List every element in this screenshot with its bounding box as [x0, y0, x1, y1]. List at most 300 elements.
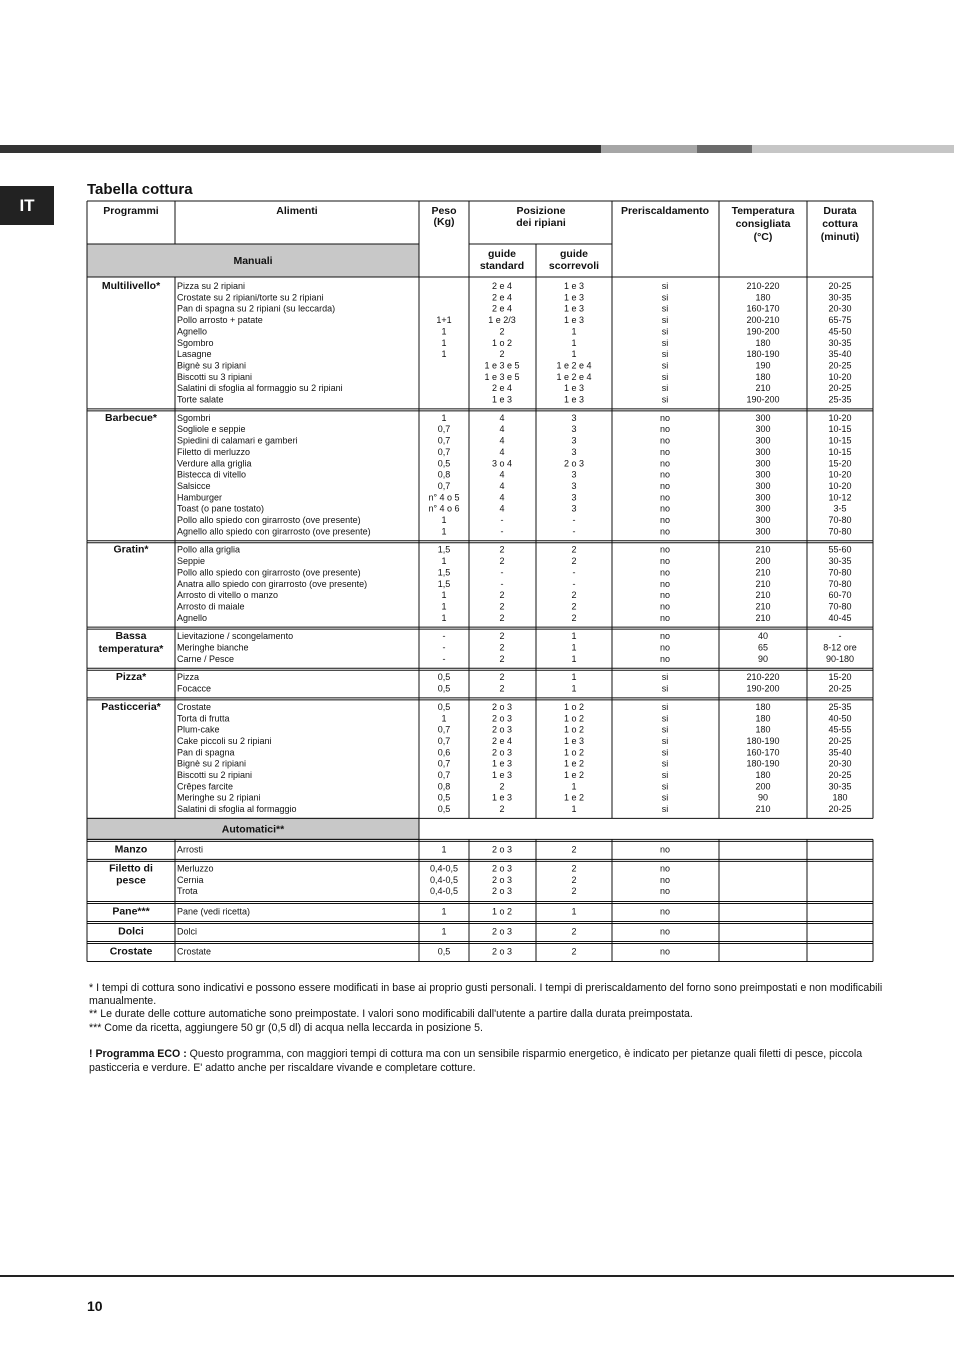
scorrevoli-position: 1 e 3 [563, 292, 585, 303]
preheat-value: si [661, 713, 669, 724]
preheat-value: si [661, 292, 669, 303]
food-item: Seppie [177, 556, 206, 567]
standard-position: 4 [499, 412, 505, 423]
program-name: Crostate [109, 945, 153, 958]
food-item: Cake piccoli su 2 ripiani [177, 735, 272, 746]
food-item: Meringhe su 2 ripiani [177, 792, 261, 803]
peso-value: 0,5 [437, 672, 451, 683]
preheat-value: si [661, 804, 669, 815]
food-item: Dolci [177, 926, 198, 937]
standard-position: 2 o 3 [491, 926, 513, 937]
duration-value: 25-35 [828, 701, 852, 712]
scorrevoli-position: 1 [571, 631, 577, 642]
standard-position: 2 e 4 [491, 292, 513, 303]
duration-value: 35-40 [828, 747, 852, 758]
duration-value: 25-35 [828, 394, 852, 405]
temperature-value: 300 [755, 492, 771, 503]
preheat-value: si [661, 303, 669, 314]
temperature-value: 210 [755, 601, 771, 612]
preheat-value: si [661, 371, 669, 382]
standard-position: 4 [499, 446, 505, 457]
language-tab: IT [0, 186, 54, 225]
program-name: Barbecue* [105, 411, 157, 424]
scorrevoli-position: 2 [571, 556, 577, 567]
temperature-value: 190-200 [746, 326, 780, 337]
standard-position: 1 e 3 [491, 758, 513, 769]
peso-value: 1 [441, 515, 447, 525]
duration-value: 10-15 [828, 424, 852, 435]
scorrevoli-position: 2 [571, 612, 577, 623]
food-item: Pan di spagna [177, 747, 235, 758]
scorrevoli-position: - [572, 526, 576, 537]
standard-position: 2 [499, 601, 505, 612]
duration-value: 45-55 [828, 724, 852, 735]
duration-value: 30-35 [828, 337, 852, 348]
preheat-value: no [659, 612, 671, 623]
preheat-value: si [661, 672, 669, 683]
peso-value: 0,5 [437, 792, 451, 803]
program-name: pesce [116, 874, 146, 887]
food-item: Trota [177, 886, 198, 897]
temperature-value: 180 [755, 337, 771, 348]
food-item: Plum-cake [177, 724, 220, 735]
scorrevoli-position: 3 [571, 492, 577, 503]
standard-position: 2 o 3 [491, 886, 513, 897]
footnote-1: * I tempi di cottura sono indicativi e possono essere modificati in base ai proprio gusti personali. I tempi di preriscaldamento del forno sono preimpostati e non modificabili manualmente. [89, 982, 883, 1008]
peso-value: 1 [441, 926, 447, 937]
temperature-value: 180 [755, 292, 771, 303]
standard-position: 2 [499, 349, 505, 360]
food-item: Spiedini di calamari e gamberi [177, 435, 298, 446]
peso-value: 0,7 [437, 480, 451, 491]
temperature-value: 300 [755, 526, 771, 537]
standard-position: 1 e 3 [491, 770, 513, 780]
program-name: Multilivello* [101, 280, 161, 292]
food-item: Pan di spagna su 2 ripiani (su leccarda) [177, 303, 336, 314]
peso-value: 0,7 [437, 424, 451, 435]
scorrevoli-position: 2 [571, 886, 577, 897]
program-name: Pasticceria* [101, 700, 161, 713]
eco-text: Questo programma, con maggiori tempi di cottura ma con un sensibile risparmio energetico, è indicato per pietanze quali filetti di pesce, piccola pasticceria e verdure. E' adatto anche per riscaldare vivande e completare cotture. [89, 1048, 863, 1074]
duration-value: 10-15 [828, 435, 852, 446]
temperature-value: 190-200 [746, 683, 780, 694]
food-item: Lasagne [177, 349, 212, 360]
preheat-value: si [661, 724, 669, 735]
duration-value: 65-75 [828, 315, 852, 326]
page-title: Tabella cottura [87, 181, 193, 198]
temperature-value: 190-200 [746, 394, 780, 405]
temperature-value: 160-170 [746, 747, 780, 758]
preheat-value: no [659, 556, 671, 567]
peso-value: 0,7 [437, 724, 451, 735]
preheat-value: no [659, 601, 671, 612]
scorrevoli-position: 3 [571, 424, 577, 435]
standard-position: 3 o 4 [491, 458, 513, 469]
preheat-value: no [659, 631, 671, 642]
temperature-value: 300 [755, 480, 771, 491]
standard-position: 2 o 3 [491, 863, 513, 874]
header-guide-scorrevoli: guide [560, 248, 588, 260]
standard-position: 2 e 4 [491, 735, 513, 746]
duration-value: 180 [832, 792, 848, 803]
preheat-value: no [659, 544, 671, 555]
duration-value: 20-25 [828, 683, 852, 694]
peso-value: n° 4 o 6 [428, 503, 460, 514]
standard-position: 1 o 2 [491, 906, 513, 917]
section-manuali-label: Manuali [233, 255, 273, 267]
standard-position: 4 [499, 503, 505, 514]
peso-value: 0,7 [437, 758, 451, 769]
page-number: 10 [87, 1298, 103, 1314]
standard-position: 4 [499, 480, 505, 491]
temperature-value: 210-220 [746, 281, 780, 291]
duration-value: 8-12 ore [823, 642, 857, 653]
preheat-value: no [659, 424, 671, 435]
duration-value: 30-35 [828, 292, 852, 303]
standard-position: 2 o 3 [491, 747, 513, 758]
header-guide-scorrevoli-2: scorrevoli [548, 260, 600, 272]
peso-value: 0,8 [437, 469, 451, 480]
standard-position: - [500, 578, 504, 589]
standard-position: - [500, 526, 504, 537]
duration-value: 60-70 [828, 590, 852, 601]
program-name: temperatura* [98, 643, 164, 656]
food-item: Salatini di sfoglia al formaggio [177, 804, 297, 815]
food-item: Agnello allo spiedo con girarrosto (ove presente) [177, 526, 371, 537]
header-preriscaldamento: Preriscaldamento [620, 205, 710, 217]
temperature-value: 180 [755, 371, 771, 382]
food-item: Lievitazione / scongelamento [177, 631, 294, 642]
scorrevoli-position: 1 [571, 653, 577, 664]
duration-value: 20-25 [828, 770, 852, 780]
duration-value: 10-20 [828, 412, 852, 423]
preheat-value: si [661, 781, 669, 792]
food-item: Arrosto di vitello o manzo [177, 590, 279, 601]
temperature-value: 180-190 [746, 735, 780, 746]
temperature-value: 90 [757, 653, 769, 664]
food-item: Arrosti [177, 844, 204, 855]
temperature-value: 210 [755, 567, 771, 578]
scorrevoli-position: 1 e 3 [563, 303, 585, 314]
header-temperatura-2: consigliata [735, 218, 791, 230]
temperature-value: 180 [755, 701, 771, 712]
standard-position: 2 [499, 672, 505, 683]
duration-value: 20-25 [828, 804, 852, 815]
food-item: Crêpes farcite [177, 781, 234, 792]
scorrevoli-position: 2 [571, 601, 577, 612]
duration-value: 10-20 [828, 480, 852, 491]
header-temperatura-3: (°C) [753, 231, 773, 243]
food-item: Merluzzo [177, 863, 214, 874]
food-item: Carne / Pesce [177, 653, 235, 664]
duration-value: 20-25 [828, 281, 852, 291]
standard-position: 4 [499, 435, 505, 446]
program-name: Pane*** [112, 905, 150, 918]
standard-position: 2 o 3 [491, 874, 513, 885]
preheat-value: no [659, 844, 671, 855]
temperature-value: 210 [755, 804, 771, 815]
peso-value: 1,5 [437, 578, 451, 589]
scorrevoli-position: 1 [571, 781, 577, 792]
preheat-value: no [659, 946, 671, 957]
preheat-value: no [659, 578, 671, 589]
duration-value: 20-30 [828, 303, 852, 314]
standard-position: 2 [499, 612, 505, 623]
temperature-value: 300 [755, 515, 771, 525]
program-name: Manzo [114, 843, 148, 856]
standard-position: - [500, 567, 504, 578]
duration-value: 70-80 [828, 567, 852, 578]
food-item: Bignè su 2 ripiani [177, 758, 247, 769]
food-item: Pollo allo spiedo con girarrosto (ove presente) [177, 567, 361, 578]
temperature-value: 300 [755, 435, 771, 446]
scorrevoli-position: 1 e 2 e 4 [556, 360, 592, 371]
temperature-value: 300 [755, 446, 771, 457]
standard-position: 1 e 3 e 5 [484, 371, 520, 382]
scorrevoli-position: 1 e 2 [563, 758, 585, 769]
food-item: Focacce [177, 683, 212, 694]
header-durata-2: cottura [822, 218, 858, 230]
duration-value: 70-80 [828, 601, 852, 612]
duration-value: 15-20 [828, 672, 852, 683]
standard-position: 2 o 3 [491, 844, 513, 855]
preheat-value: no [659, 590, 671, 601]
preheat-value: si [661, 770, 669, 780]
duration-value: 40-45 [828, 612, 852, 623]
preheat-value: si [661, 747, 669, 758]
peso-value: 1,5 [437, 567, 451, 578]
preheat-value: no [659, 469, 671, 480]
food-item: Cernia [177, 874, 204, 885]
preheat-value: no [659, 526, 671, 537]
peso-value: 0,6 [437, 747, 451, 758]
scorrevoli-position: 3 [571, 435, 577, 446]
standard-position: 2 o 3 [491, 701, 513, 712]
duration-value: 20-25 [828, 735, 852, 746]
duration-value: 55-60 [828, 544, 852, 555]
food-item: Salatini di sfoglia al formaggio su 2 ripiani [177, 383, 343, 394]
temperature-value: 210 [755, 578, 771, 589]
duration-value: 10-20 [828, 469, 852, 480]
standard-position: 1 e 3 e 5 [484, 360, 520, 371]
preheat-value: si [661, 281, 669, 291]
temperature-value: 300 [755, 412, 771, 423]
scorrevoli-position: 3 [571, 503, 577, 514]
scorrevoli-position: 2 [571, 844, 577, 855]
scorrevoli-position: 2 [571, 863, 577, 874]
peso-value: 0,4-0,5 [429, 886, 459, 897]
standard-position: 2 [499, 631, 505, 642]
food-item: Sgombri [177, 412, 211, 423]
food-item: Verdure alla griglia [177, 458, 252, 469]
header-temperatura: Temperatura [731, 205, 795, 217]
duration-value: 40-50 [828, 713, 852, 724]
peso-value: 0,4-0,5 [429, 863, 459, 874]
scorrevoli-position: 1 [571, 337, 577, 348]
duration-value: 30-35 [828, 556, 852, 567]
temperature-value: 160-170 [746, 303, 780, 314]
header-posizione-2: dei ripiani [516, 217, 566, 229]
standard-position: 1 o 2 [491, 337, 513, 348]
food-item: Crostate [177, 701, 212, 712]
scorrevoli-position: 1 o 2 [563, 713, 585, 724]
peso-value: - [442, 631, 446, 642]
footnote-2: ** Le durate delle cotture automatiche sono preimpostate. I valori sono modificabili dall'utente a partire dalla durata preimpostata. [89, 1008, 693, 1020]
peso-value: 0,7 [437, 770, 451, 780]
peso-value: n° 4 o 5 [428, 492, 460, 503]
preheat-value: si [661, 315, 669, 326]
standard-position: - [500, 515, 504, 525]
preheat-value: no [659, 446, 671, 457]
temperature-value: 200 [755, 556, 771, 567]
program-name: Gratin* [113, 543, 149, 556]
scorrevoli-position: 2 o 3 [563, 458, 585, 469]
preheat-value: si [661, 360, 669, 371]
peso-value: - [442, 653, 446, 664]
food-item: Bignè su 3 ripiani [177, 360, 247, 371]
duration-value: - [838, 631, 842, 642]
preheat-value: si [661, 337, 669, 348]
scorrevoli-position: 1 e 3 [563, 383, 585, 394]
food-item: Toast (o pane tostato) [177, 503, 265, 514]
standard-position: 2 e 4 [491, 383, 513, 394]
peso-value: 0,7 [437, 435, 451, 446]
peso-value: 1 [441, 556, 447, 567]
peso-value: 0,5 [437, 946, 451, 957]
temperature-value: 65 [757, 642, 769, 653]
food-item: Hamburger [177, 492, 223, 503]
food-item: Arrosto di maiale [177, 601, 245, 612]
scorrevoli-position: 3 [571, 412, 577, 423]
section-automatici-label: Automatici** [221, 823, 285, 836]
eco-program-note [89, 1047, 889, 1075]
standard-position: 2 [499, 781, 505, 792]
preheat-value: no [659, 480, 671, 491]
food-item: Sogliole e seppie [177, 424, 246, 435]
preheat-value: si [661, 394, 669, 405]
peso-value: 1,5 [437, 544, 451, 555]
preheat-value: si [661, 735, 669, 746]
peso-value: 1 [441, 526, 447, 537]
standard-position: 2 [499, 544, 505, 555]
food-item: Agnello [177, 326, 208, 337]
standard-position: 4 [499, 469, 505, 480]
header-alimenti: Alimenti [276, 205, 318, 217]
preheat-value: no [659, 458, 671, 469]
scorrevoli-position: 1 e 2 e 4 [556, 371, 592, 382]
preheat-value: no [659, 567, 671, 578]
duration-value: 70-80 [828, 578, 852, 589]
temperature-value: 210 [755, 590, 771, 601]
header-peso: Peso [431, 205, 457, 217]
standard-position: 2 [499, 556, 505, 567]
peso-value: 1+1 [436, 315, 452, 326]
temperature-value: 210 [755, 612, 771, 623]
duration-value: 20-25 [828, 383, 852, 394]
bottom-rule [0, 1275, 954, 1277]
scorrevoli-position: - [572, 515, 576, 525]
scorrevoli-position: 1 [571, 672, 577, 683]
duration-value: 35-40 [828, 349, 852, 360]
duration-value: 90-180 [825, 653, 855, 664]
standard-position: 1 e 2/3 [488, 315, 516, 326]
temperature-value: 210-220 [746, 672, 780, 683]
scorrevoli-position: 2 [571, 946, 577, 957]
preheat-value: si [661, 701, 669, 712]
header-durata-3: (minuti) [820, 231, 860, 243]
duration-value: 10-20 [828, 371, 852, 382]
temperature-value: 300 [755, 503, 771, 514]
preheat-value: no [659, 412, 671, 423]
header-posizione: Posizione [516, 205, 566, 217]
peso-value: - [442, 642, 446, 653]
footnote-3: *** Come da ricetta, aggiungere 50 gr (0,5 dl) di acqua nella leccarda in posizione 5. [89, 1022, 483, 1034]
scorrevoli-position: 2 [571, 874, 577, 885]
preheat-value: no [659, 926, 671, 937]
preheat-value: si [661, 326, 669, 337]
duration-value: 15-20 [828, 458, 852, 469]
temperature-value: 180 [755, 724, 771, 735]
peso-value: 0,5 [437, 804, 451, 815]
standard-position: 2 o 3 [491, 724, 513, 735]
duration-value: 70-80 [828, 515, 852, 525]
temperature-value: 190 [755, 360, 771, 371]
scorrevoli-position: 1 [571, 804, 577, 815]
preheat-value: no [659, 503, 671, 514]
preheat-value: no [659, 515, 671, 525]
food-item: Meringhe bianche [177, 642, 249, 653]
scorrevoli-position: 3 [571, 469, 577, 480]
standard-position: 4 [499, 424, 505, 435]
standard-position: 2 [499, 590, 505, 601]
eco-label: ! Programma ECO : [89, 1048, 187, 1060]
scorrevoli-position: 2 [571, 590, 577, 601]
temperature-value: 300 [755, 469, 771, 480]
preheat-value: si [661, 792, 669, 803]
peso-value: 0,5 [437, 458, 451, 469]
peso-value: 1 [441, 412, 447, 423]
standard-position: 2 o 3 [491, 946, 513, 957]
scorrevoli-position: 1 [571, 349, 577, 360]
duration-value: 20-25 [828, 360, 852, 371]
program-name: Filetto di [109, 862, 153, 875]
food-item: Pollo alla griglia [177, 544, 241, 555]
header-durata: Durata [823, 205, 857, 217]
peso-value: 0,8 [437, 781, 451, 792]
peso-value: 0,7 [437, 735, 451, 746]
scorrevoli-position: 3 [571, 480, 577, 491]
food-item: Torta di frutta [177, 713, 230, 724]
preheat-value: si [661, 383, 669, 394]
scorrevoli-position: - [572, 567, 576, 578]
peso-value: 1 [441, 349, 447, 360]
header-peso-unit: (Kg) [433, 216, 455, 228]
scorrevoli-position: 1 o 2 [563, 701, 585, 712]
food-item: Biscotti su 3 ripiani [177, 371, 253, 382]
temperature-value: 300 [755, 458, 771, 469]
standard-position: 2 e 4 [491, 303, 513, 314]
header-programmi: Programmi [103, 205, 159, 217]
food-item: Pizza su 2 ripiani [177, 281, 246, 291]
scorrevoli-position: 1 o 2 [563, 724, 585, 735]
standard-position: 2 [499, 326, 505, 337]
temperature-value: 180-190 [746, 349, 780, 360]
peso-value: 1 [441, 337, 447, 348]
standard-position: 2 [499, 653, 505, 664]
standard-position: 2 [499, 642, 505, 653]
preheat-value: no [659, 863, 671, 874]
temperature-value: 210 [755, 383, 771, 394]
